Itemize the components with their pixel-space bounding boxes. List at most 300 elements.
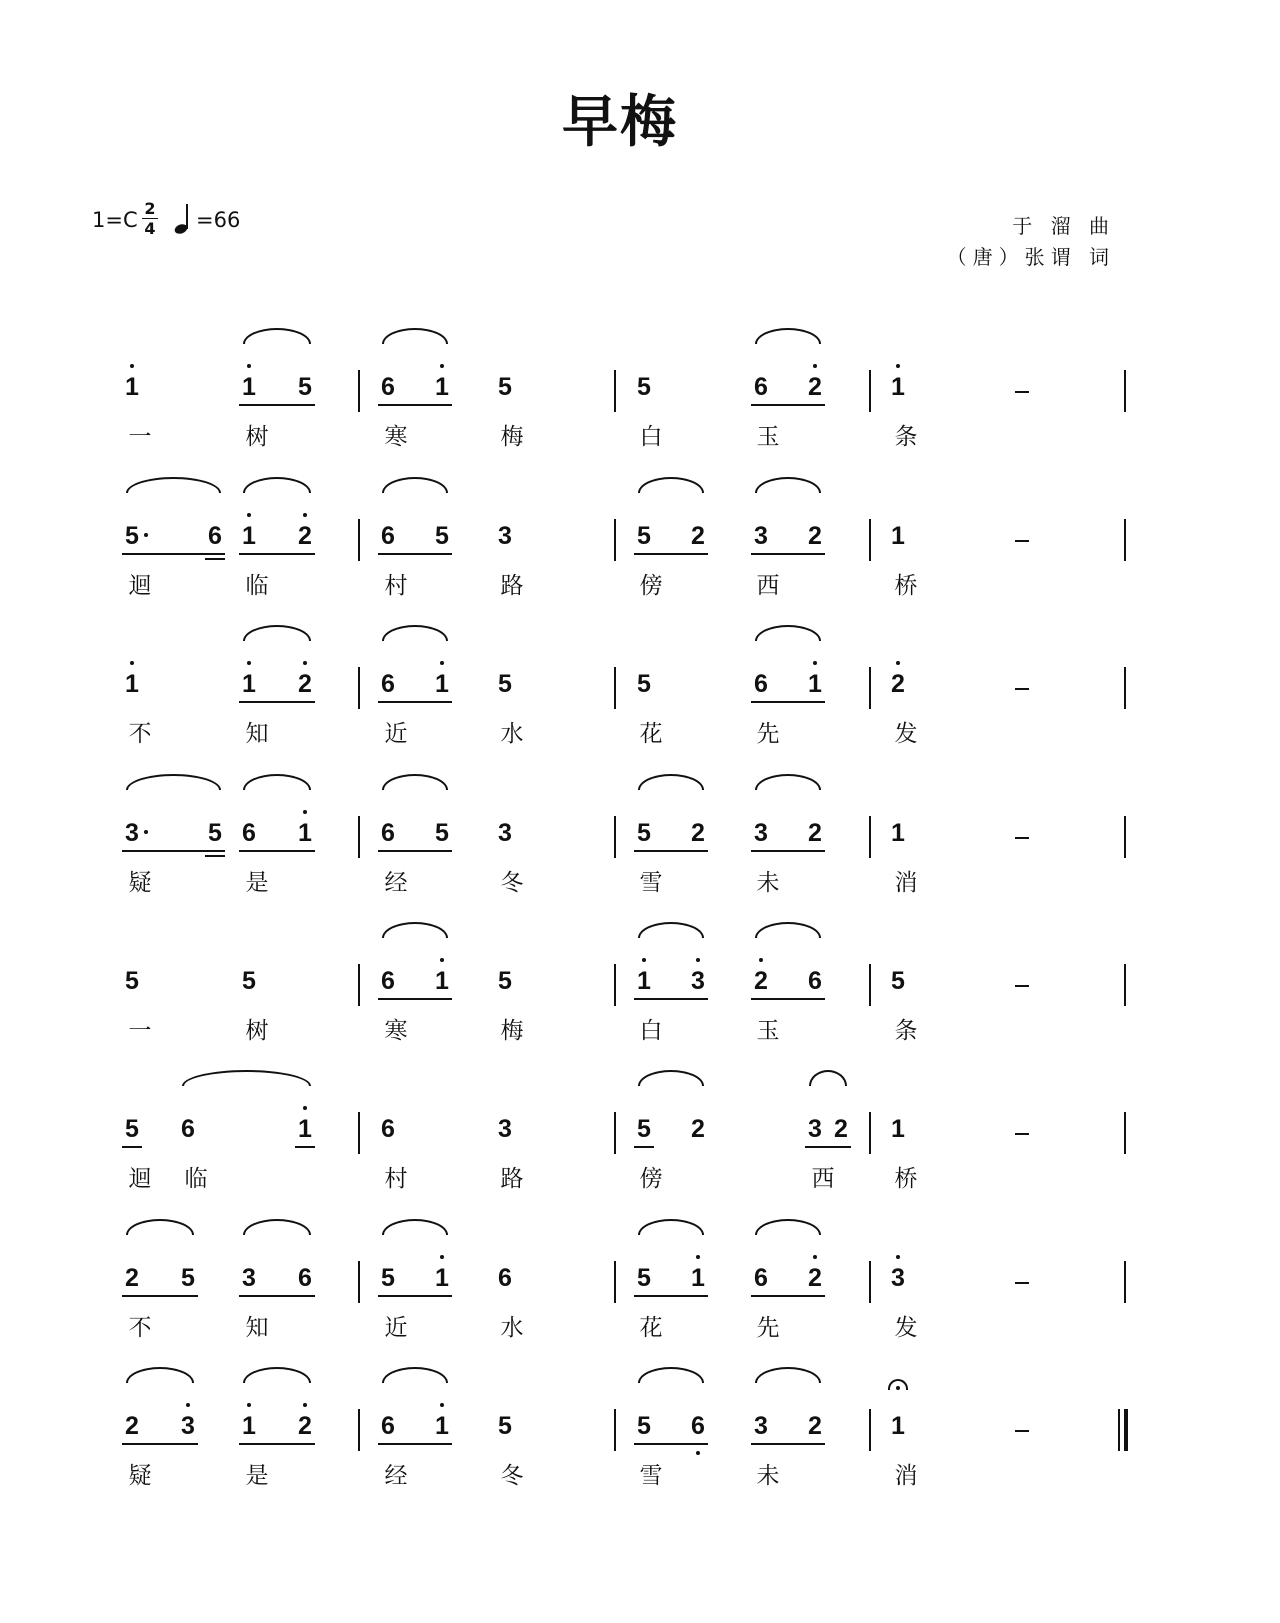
lyric-char: 先 [756,1315,780,1341]
barline [614,1261,616,1303]
score-note: 1 [435,1412,449,1440]
eighth-beam [378,701,452,703]
slur [638,774,704,790]
lyric-char: 花 [639,1315,663,1341]
high-octave-dot [303,513,307,517]
slur [755,1367,821,1383]
eighth-beam [751,998,825,1000]
eighth-beam [378,1295,452,1297]
score-note: 1 [435,670,449,698]
score-note: 5 [181,1264,195,1292]
barline [869,519,871,561]
lyric-char: 近 [384,1315,408,1341]
eighth-beam [239,701,315,703]
score-note: 2 [691,522,705,550]
sixteenth-beam [205,855,225,857]
score-note: 2 [125,1264,139,1292]
lyric-char: 水 [500,1315,524,1341]
score-note: 3 [691,967,705,995]
score-note: 6 [381,1412,395,1440]
high-octave-dot [247,661,251,665]
score-note: 3 [498,1115,512,1143]
eighth-beam [239,1443,315,1445]
lyric-char: 发 [894,1315,918,1341]
score-note: 5 [381,1264,395,1292]
eighth-beam [378,1443,452,1445]
eighth-beam [751,701,825,703]
high-octave-dot [696,958,700,962]
score-note: 5 [242,967,256,995]
score-note: 6 [381,373,395,401]
augmentation-dot [144,533,148,537]
end-barline [1124,1261,1126,1303]
score-note: 1 [242,670,256,698]
score-note: 3 [498,819,512,847]
score-note: 3 [808,1115,822,1143]
slur [243,1219,311,1235]
eighth-beam [378,850,452,852]
high-octave-dot [642,958,646,962]
high-octave-dot [303,1403,307,1407]
high-octave-dot [759,958,763,962]
score-note: 2 [808,1264,822,1292]
barline [358,1261,360,1303]
score-note: 3 [181,1412,195,1440]
barline [358,964,360,1006]
end-barline [1124,519,1126,561]
duration-dash [1015,540,1029,542]
duration-dash [1015,837,1029,839]
lyric-char: 梅 [500,1018,524,1044]
lyric-char: 一 [128,424,152,450]
duration-dash [1015,985,1029,987]
score-note: 5 [498,670,512,698]
quarter-note-icon [174,202,194,236]
lyric-char: 玉 [756,1018,780,1044]
lyric-char: 未 [756,1463,780,1489]
slur [755,1219,821,1235]
slur [382,328,448,344]
score-note: 6 [808,967,822,995]
time-signature [142,200,158,237]
barline [869,964,871,1006]
eighth-beam [751,1295,825,1297]
score-system [0,936,1240,1046]
score-note: 2 [691,1115,705,1143]
slur [382,477,448,493]
score-note: 2 [691,819,705,847]
eighth-beam [634,553,708,555]
lyric-char: 知 [245,1315,269,1341]
slur [243,1367,311,1383]
lyric-char: 近 [384,721,408,747]
lyric-char: 傍 [639,573,663,599]
score-note: 5 [637,670,651,698]
eighth-beam [122,553,225,555]
high-octave-dot [247,364,251,368]
eighth-beam [239,850,315,852]
duration-dash [1015,1133,1029,1135]
end-barline [1124,816,1126,858]
barline [614,816,616,858]
score-note: 1 [891,819,905,847]
score-note: 1 [125,373,139,401]
score-note: 6 [691,1412,705,1440]
score-system [0,342,1240,452]
end-barline [1124,1112,1126,1154]
score-note: 6 [181,1115,195,1143]
score-note: 5 [637,819,651,847]
score-note: 3 [754,522,768,550]
barline [358,370,360,412]
eighth-beam [122,1443,198,1445]
eighth-beam [295,1146,315,1148]
lyric-char: 冬 [500,1463,524,1489]
time-signature-denominator: 4 [144,219,156,238]
barline [358,667,360,709]
eighth-beam [634,1146,654,1148]
barline [869,370,871,412]
slur [126,774,221,790]
lyric-char: 未 [756,870,780,896]
lyric-char: 是 [245,870,269,896]
score-system [0,491,1240,601]
eighth-beam [239,1295,315,1297]
lyric-char: 树 [245,424,269,450]
lyric-char: 条 [894,424,918,450]
score-note: 6 [754,670,768,698]
eighth-beam [634,1295,708,1297]
eighth-beam [378,998,452,1000]
score-note: 5 [891,967,905,995]
slur [243,328,311,344]
high-octave-dot [813,364,817,368]
high-octave-dot [186,1403,190,1407]
score-note: 1 [891,1412,905,1440]
score-note: 5 [435,522,449,550]
lyric-char: 疑 [128,1463,152,1489]
score-note: 3 [891,1264,905,1292]
end-barline [1124,370,1126,412]
barline [358,1112,360,1154]
slur [755,328,821,344]
lyricist-credit: （唐）张谓 词 [946,245,1115,269]
slur [638,922,704,938]
lyric-char: 消 [894,1463,918,1489]
score-note: 2 [298,1412,312,1440]
score-system [0,1381,1240,1491]
lyric-char: 疑 [128,870,152,896]
score-note: 5 [498,1412,512,1440]
high-octave-dot [440,661,444,665]
high-octave-dot [303,1106,307,1110]
lyric-char: 村 [384,1166,408,1192]
lyric-char: 知 [245,721,269,747]
score-note: 2 [298,670,312,698]
score-note: 2 [808,819,822,847]
high-octave-dot [696,1255,700,1259]
lyric-char: 桥 [894,1166,918,1192]
score-note: 1 [637,967,651,995]
lyric-char: 临 [245,573,269,599]
eighth-beam [634,850,708,852]
lyric-char: 桥 [894,573,918,599]
lyric-char: 树 [245,1018,269,1044]
slur [243,625,311,641]
score-note: 5 [435,819,449,847]
score-note: 2 [125,1412,139,1440]
song-title: 早梅 [562,90,678,155]
slur [755,774,821,790]
barline [869,667,871,709]
eighth-beam [122,1146,142,1148]
sixteenth-beam [205,558,225,560]
slur [638,477,704,493]
score-note: 3 [242,1264,256,1292]
slur [126,1367,194,1383]
barline [614,964,616,1006]
lyric-char: 先 [756,721,780,747]
score-note: 3 [754,1412,768,1440]
slur [243,774,311,790]
slur [382,922,448,938]
slur [382,774,448,790]
lyric-char: 路 [500,573,524,599]
lyric-char: 一 [128,1018,152,1044]
slur [243,477,311,493]
score-note: 2 [808,373,822,401]
duration-dash [1015,1430,1029,1432]
lyric-char: 雪 [639,870,663,896]
high-octave-dot [130,364,134,368]
high-octave-dot [303,810,307,814]
eighth-beam [122,1295,198,1297]
high-octave-dot [813,661,817,665]
lyric-char: 傍 [639,1166,663,1192]
lyric-char: 白 [639,1018,663,1044]
lyric-char: 发 [894,721,918,747]
lyric-char: 西 [811,1166,835,1192]
score-system [0,1084,1240,1194]
score-note: 5 [637,1264,651,1292]
score-note: 6 [498,1264,512,1292]
score-note: 5 [125,1115,139,1143]
eighth-beam [634,1443,708,1445]
slur [638,1367,704,1383]
barline [614,519,616,561]
duration-dash [1015,688,1029,690]
score-note: 1 [891,522,905,550]
slur [809,1070,847,1086]
barline [614,667,616,709]
lyric-char: 西 [756,573,780,599]
duration-dash [1015,1282,1029,1284]
slur [382,1219,448,1235]
score-note: 2 [891,670,905,698]
lyric-char: 村 [384,573,408,599]
slur [126,1219,194,1235]
end-barline [1124,667,1126,709]
slur [755,922,821,938]
score-note: 1 [691,1264,705,1292]
final-barline [1118,1409,1120,1451]
score-note: 2 [754,967,768,995]
score-note: 1 [125,670,139,698]
score-note: 1 [298,819,312,847]
slur [638,1070,704,1086]
high-octave-dot [440,1403,444,1407]
eighth-beam [378,553,452,555]
lyric-char: 白 [639,424,663,450]
score-note: 1 [435,1264,449,1292]
augmentation-dot [144,830,148,834]
eighth-beam [751,850,825,852]
lyric-char: 寒 [384,1018,408,1044]
lyric-char: 条 [894,1018,918,1044]
score-note: 6 [381,670,395,698]
high-octave-dot [896,1255,900,1259]
duration-dash [1015,391,1029,393]
lyric-char: 经 [384,870,408,896]
high-octave-dot [247,513,251,517]
score-note: 6 [381,967,395,995]
high-octave-dot [896,661,900,665]
score-note: 6 [242,819,256,847]
lyric-char: 寒 [384,424,408,450]
lyric-char: 雪 [639,1463,663,1489]
score-note: 5 [125,522,139,550]
score-note: 1 [891,1115,905,1143]
barline [869,1261,871,1303]
barline [358,816,360,858]
score-note: 2 [808,522,822,550]
score-note: 1 [808,670,822,698]
barline [614,1112,616,1154]
high-octave-dot [896,364,900,368]
final-barline-thick [1124,1409,1128,1451]
score-note: 6 [381,522,395,550]
score-note: 6 [381,1115,395,1143]
barline [869,1409,871,1451]
high-octave-dot [440,1255,444,1259]
key-signature: 1=C [92,208,138,232]
score-note: 5 [298,373,312,401]
score-note: 1 [242,1412,256,1440]
composer-credit: 于 溜 曲 [1012,214,1115,238]
high-octave-dot [130,661,134,665]
score-note: 1 [435,373,449,401]
score-note: 3 [125,819,139,847]
score-note: 6 [754,373,768,401]
end-barline [1124,964,1126,1006]
eighth-beam [378,404,452,406]
score-note: 1 [435,967,449,995]
score-note: 6 [208,522,222,550]
score-note: 6 [298,1264,312,1292]
eighth-beam [751,553,825,555]
score-note: 5 [498,967,512,995]
barline [869,1112,871,1154]
high-octave-dot [247,1403,251,1407]
eighth-beam [239,553,315,555]
barline [614,1409,616,1451]
score-note: 5 [637,373,651,401]
eighth-beam [122,850,225,852]
slur [755,625,821,641]
slur [382,625,448,641]
slur [755,477,821,493]
score-note: 1 [242,373,256,401]
score-note: 3 [754,819,768,847]
slur [182,1070,311,1086]
slur [382,1367,448,1383]
score-note: 5 [125,967,139,995]
high-octave-dot [813,1255,817,1259]
lyric-char: 花 [639,721,663,747]
lyric-char: 梅 [500,424,524,450]
score-note: 2 [808,1412,822,1440]
score-note: 2 [834,1115,848,1143]
lyric-char: 不 [128,1315,152,1341]
time-signature-numerator: 2 [144,199,156,218]
lyric-char: 经 [384,1463,408,1489]
score-system [0,639,1240,749]
tempo-value: =66 [196,208,241,232]
barline [358,519,360,561]
score-note: 5 [637,1412,651,1440]
lyric-char: 不 [128,721,152,747]
fermata-dot [896,1386,900,1390]
score-note: 1 [298,1115,312,1143]
lyric-char: 路 [500,1166,524,1192]
high-octave-dot [440,364,444,368]
score-note: 1 [891,373,905,401]
high-octave-dot [440,958,444,962]
barline [869,816,871,858]
low-octave-dot [696,1451,700,1455]
score-note: 5 [208,819,222,847]
eighth-beam [239,404,315,406]
barline [614,370,616,412]
lyric-char: 水 [500,721,524,747]
eighth-beam [751,404,825,406]
score-system [0,788,1240,898]
lyric-char: 迴 [128,1166,152,1192]
score-note: 2 [298,522,312,550]
score-note: 5 [637,522,651,550]
eighth-beam [751,1443,825,1445]
score-note: 1 [242,522,256,550]
score-note: 6 [754,1264,768,1292]
lyric-char: 临 [184,1166,208,1192]
score-system [0,1233,1240,1343]
score-note: 6 [381,819,395,847]
score-note: 3 [498,522,512,550]
score-note: 5 [498,373,512,401]
lyric-char: 消 [894,870,918,896]
barline [358,1409,360,1451]
eighth-beam [805,1146,851,1148]
lyric-char: 迴 [128,573,152,599]
slur [126,477,221,493]
lyric-char: 是 [245,1463,269,1489]
eighth-beam [634,998,708,1000]
high-octave-dot [303,661,307,665]
score-note: 5 [637,1115,651,1143]
lyric-char: 玉 [756,424,780,450]
lyric-char: 冬 [500,870,524,896]
slur [638,1219,704,1235]
